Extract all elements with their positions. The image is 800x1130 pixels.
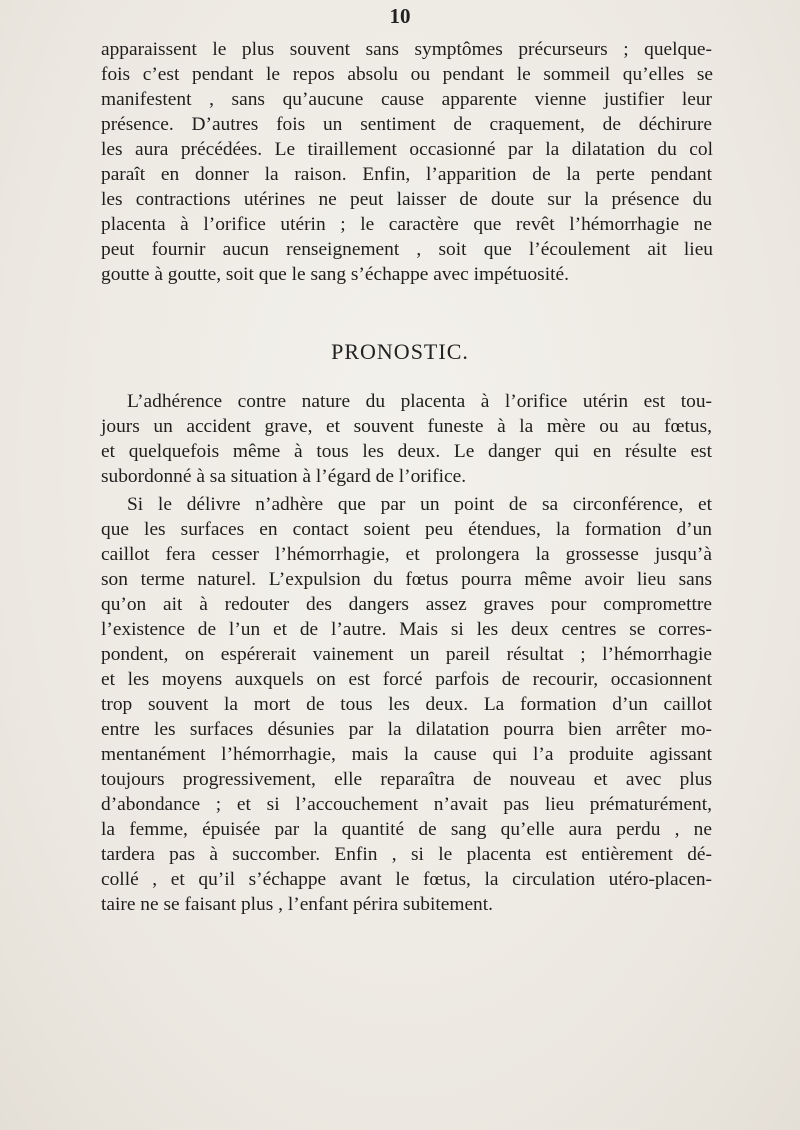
text-line: la femme, épuisée par la quantité de sang qu’elle aura perdu , ne [101, 819, 712, 840]
text-line: apparaissent le plus souvent sans symptômes précurseurs ; quelque- [101, 39, 712, 60]
text-line: taire ne se faisant plus , l’enfant périra subitement. [101, 894, 493, 915]
text-line: caillot fera cesser l’hémorrhagie, et prolongera la grossesse jusqu’à [101, 544, 712, 565]
text-line: collé , et qu’il s’échappe avant le fœtus, la circulation utéro-placen- [101, 869, 712, 890]
page-number: 10 [389, 4, 411, 28]
text-line: tardera pas à succomber. Enfin , si le placenta est entièrement dé- [101, 844, 712, 865]
text-line: que les surfaces en contact soient peu étendues, la formation d’un [101, 519, 712, 540]
text-line: présence. D’autres fois un sentiment de craquement, de déchirure [101, 114, 712, 135]
text-line: peut fournir aucun renseignement , soit que l’écoulement ait lieu [101, 239, 713, 260]
text-line: goutte à goutte, soit que le sang s’échappe avec impétuosité. [101, 264, 569, 285]
text-line: les contractions utérines ne peut laisser de doute sur la présence du [101, 189, 712, 210]
text-line: jours un accident grave, et souvent funeste à la mère ou au fœtus, [101, 416, 712, 437]
text-line: qu’on ait à redouter des dangers assez graves pour compromettre [101, 594, 712, 615]
text-line: entre les surfaces désunies par la dilatation pourra bien arrêter mo- [101, 719, 712, 740]
text-line: subordonné à sa situation à l’égard de l’orifice. [101, 466, 467, 487]
text-line: manifestent , sans qu’aucune cause apparente vienne justifier leur [101, 89, 712, 110]
text-line: d’abondance ; et si l’accouchement n’avait pas lieu prématurément, [101, 794, 712, 815]
text-line: trop souvent la mort de tous les deux. La formation d’un caillot [101, 694, 712, 715]
text-line: les aura précédées. Le tiraillement occasionné par la dilatation du col [101, 139, 713, 160]
text-line: Si le délivre n’adhère que par un point de sa circonférence, et [127, 494, 712, 515]
text-line: et quelquefois même à tous les deux. Le danger qui en résulte est [101, 441, 712, 462]
text-line: L’adhérence contre nature du placenta à l’orifice utérin est tou- [127, 391, 712, 412]
text-line: l’existence de l’un et de l’autre. Mais si les deux centres se corres- [101, 619, 712, 640]
text-line: paraît en donner la raison. Enfin, l’apparition de la perte pendant [101, 164, 712, 185]
text-line: toujours progressivement, elle reparaîtra de nouveau et avec plus [101, 769, 712, 790]
text-line: son terme naturel. L’expulsion du fœtus pourra même avoir lieu sans [101, 569, 712, 590]
text-line: fois c’est pendant le repos absolu ou pendant le sommeil qu’elles se [101, 64, 713, 85]
text-line: placenta à l’orifice utérin ; le caractère que revêt l’hémorrhagie ne [101, 214, 712, 235]
text-line: mentanément l’hémorrhagie, mais la cause qui l’a produite agissant [101, 744, 712, 765]
text-line: pondent, on espérerait vainement un pareil résultat ; l’hémorrhagie [101, 644, 712, 665]
section-heading: PRONOSTIC. [331, 339, 469, 364]
text-line: et les moyens auxquels on est forcé parfois de recourir, occasionnent [101, 669, 712, 690]
